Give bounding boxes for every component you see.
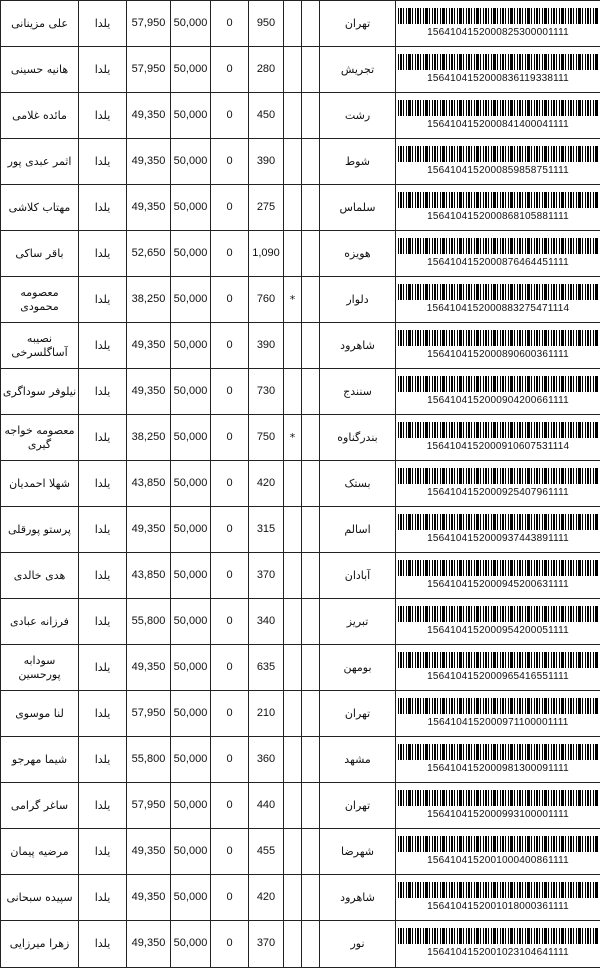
- amount-value: 49,350: [127, 921, 171, 968]
- recipient-name: سودابه پورحسین: [1, 645, 79, 691]
- table-row: [1, 139, 600, 185]
- table-body: [1, 1, 600, 968]
- city-name: مشهد: [320, 737, 396, 783]
- table-row: [1, 323, 600, 369]
- flag-mark: [284, 737, 302, 783]
- amount-value: 55,800: [127, 599, 171, 645]
- quantity-value: 440: [249, 783, 284, 829]
- quantity-value: 275: [249, 185, 284, 231]
- barcode-image: [398, 928, 598, 944]
- empty-cell: [302, 231, 320, 277]
- barcode-number: 1564104152000841400041111: [427, 118, 569, 130]
- barcode-image: [398, 514, 598, 530]
- campaign-type: یلدا: [79, 553, 127, 599]
- empty-cell: [302, 783, 320, 829]
- barcode-cell: [396, 645, 600, 691]
- empty-cell: [302, 553, 320, 599]
- amount-value: 38,250: [127, 277, 171, 323]
- table-row: [1, 461, 600, 507]
- base-value: 50,000: [171, 875, 211, 921]
- base-value: 50,000: [171, 737, 211, 783]
- base-value: 50,000: [171, 599, 211, 645]
- campaign-type: یلدا: [79, 47, 127, 93]
- barcode-image: [398, 422, 598, 438]
- amount-value: 49,350: [127, 369, 171, 415]
- quantity-value: 760: [249, 277, 284, 323]
- barcode-cell: [396, 139, 600, 185]
- flag-mark: *: [284, 277, 302, 323]
- recipient-name: سپیده سبحانی: [1, 875, 79, 921]
- base-value: 50,000: [171, 277, 211, 323]
- barcode-image: [398, 238, 598, 254]
- amount-value: 57,950: [127, 783, 171, 829]
- barcode-number: 1564104152000883275471114: [426, 302, 570, 314]
- barcode-cell: [396, 783, 600, 829]
- flag-mark: [284, 93, 302, 139]
- barcode-cell: [396, 461, 600, 507]
- city-name: دلوار: [320, 277, 396, 323]
- campaign-type: یلدا: [79, 599, 127, 645]
- city-name: بستک: [320, 461, 396, 507]
- table-row: [1, 645, 600, 691]
- barcode-number: 1564104152000954200051111: [427, 624, 569, 636]
- flag-mark: [284, 369, 302, 415]
- campaign-type: یلدا: [79, 1, 127, 47]
- barcode-number: 1564104152000859858751111: [427, 164, 569, 176]
- amount-value: 49,350: [127, 93, 171, 139]
- barcode-cell: [396, 553, 600, 599]
- zero-value: 0: [211, 277, 249, 323]
- barcode-image: [398, 606, 598, 622]
- empty-cell: [302, 415, 320, 461]
- barcode-image: [398, 882, 598, 898]
- barcode-cell: [396, 231, 600, 277]
- campaign-type: یلدا: [79, 645, 127, 691]
- base-value: 50,000: [171, 323, 211, 369]
- barcode-cell: [396, 323, 600, 369]
- barcode-number: 1564104152000925407961111: [427, 486, 569, 498]
- quantity-value: 370: [249, 553, 284, 599]
- barcode-cell: [396, 829, 600, 875]
- quantity-value: 390: [249, 139, 284, 185]
- city-name: آبادان: [320, 553, 396, 599]
- table-row: [1, 691, 600, 737]
- recipient-name: مهتاب کلاشی: [1, 185, 79, 231]
- base-value: 50,000: [171, 921, 211, 968]
- zero-value: 0: [211, 737, 249, 783]
- barcode-image: [398, 836, 598, 852]
- city-name: بومهن: [320, 645, 396, 691]
- amount-value: 49,350: [127, 323, 171, 369]
- flag-mark: [284, 875, 302, 921]
- zero-value: 0: [211, 323, 249, 369]
- barcode-number: 1564104152000945200631111: [427, 578, 569, 590]
- barcode-number: 1564104152000971100001111: [427, 716, 569, 728]
- base-value: 50,000: [171, 1, 211, 47]
- barcode-cell: [396, 1, 600, 47]
- recipient-name: علی مزینانی: [1, 1, 79, 47]
- barcode-number: 1564104152001000400861111: [427, 854, 569, 866]
- amount-value: 49,350: [127, 829, 171, 875]
- empty-cell: [302, 461, 320, 507]
- recipient-name: فرزانه عبادی: [1, 599, 79, 645]
- quantity-value: 1,090: [249, 231, 284, 277]
- barcode-image: [398, 468, 598, 484]
- quantity-value: 635: [249, 645, 284, 691]
- city-name: بندرگناوه: [320, 415, 396, 461]
- base-value: 50,000: [171, 415, 211, 461]
- flag-mark: [284, 1, 302, 47]
- city-name: شهرضا: [320, 829, 396, 875]
- barcode-image: [398, 560, 598, 576]
- barcode-number: 1564104152000825300001111: [427, 26, 569, 38]
- table-row: [1, 47, 600, 93]
- base-value: 50,000: [171, 185, 211, 231]
- campaign-type: یلدا: [79, 461, 127, 507]
- amount-value: 49,350: [127, 645, 171, 691]
- flag-mark: [284, 691, 302, 737]
- campaign-type: یلدا: [79, 783, 127, 829]
- barcode-image: [398, 698, 598, 714]
- recipient-name: معصومه محمودی: [1, 277, 79, 323]
- barcode-number: 1564104152000910607531114: [426, 440, 570, 452]
- zero-value: 0: [211, 599, 249, 645]
- barcode-number: 1564104152001023104641111: [427, 947, 569, 959]
- barcode-image: [398, 744, 598, 760]
- amount-value: 38,250: [127, 415, 171, 461]
- flag-mark: [284, 507, 302, 553]
- flag-mark: *: [284, 415, 302, 461]
- recipient-name: هدی خالدی: [1, 553, 79, 599]
- campaign-type: یلدا: [79, 231, 127, 277]
- base-value: 50,000: [171, 507, 211, 553]
- amount-value: 57,950: [127, 47, 171, 93]
- recipient-name: معصومه خواجه گیری: [1, 415, 79, 461]
- table-row: [1, 783, 600, 829]
- quantity-value: 450: [249, 93, 284, 139]
- barcode-number: 1564104152000904200661111: [427, 394, 569, 406]
- recipient-name: مائده غلامی: [1, 93, 79, 139]
- barcode-image: [398, 8, 598, 24]
- quantity-value: 390: [249, 323, 284, 369]
- barcode-cell: [396, 93, 600, 139]
- flag-mark: [284, 829, 302, 875]
- amount-value: 57,950: [127, 691, 171, 737]
- zero-value: 0: [211, 93, 249, 139]
- empty-cell: [302, 829, 320, 875]
- table-row: [1, 829, 600, 875]
- zero-value: 0: [211, 691, 249, 737]
- campaign-type: یلدا: [79, 737, 127, 783]
- city-name: تهران: [320, 1, 396, 47]
- barcode-cell: [396, 921, 600, 968]
- campaign-type: یلدا: [79, 507, 127, 553]
- amount-value: 52,650: [127, 231, 171, 277]
- flag-mark: [284, 783, 302, 829]
- barcode-image: [398, 100, 598, 116]
- barcode-number: 1564104152000993100001111: [427, 808, 569, 820]
- recipient-name: پرستو پورقلی: [1, 507, 79, 553]
- table-row: [1, 369, 600, 415]
- base-value: 50,000: [171, 783, 211, 829]
- table-row: [1, 93, 600, 139]
- quantity-value: 370: [249, 921, 284, 968]
- quantity-value: 280: [249, 47, 284, 93]
- city-name: هویزه: [320, 231, 396, 277]
- flag-mark: [284, 47, 302, 93]
- zero-value: 0: [211, 645, 249, 691]
- amount-value: 49,350: [127, 185, 171, 231]
- flag-mark: [284, 139, 302, 185]
- barcode-cell: [396, 185, 600, 231]
- zero-value: 0: [211, 47, 249, 93]
- barcode-cell: [396, 599, 600, 645]
- city-name: شاهرود: [320, 323, 396, 369]
- empty-cell: [302, 507, 320, 553]
- amount-value: 43,850: [127, 461, 171, 507]
- empty-cell: [302, 875, 320, 921]
- base-value: 50,000: [171, 553, 211, 599]
- zero-value: 0: [211, 921, 249, 968]
- barcode-number: 1564104152000981300091111: [427, 762, 569, 774]
- campaign-type: یلدا: [79, 185, 127, 231]
- campaign-type: یلدا: [79, 93, 127, 139]
- barcode-cell: [396, 691, 600, 737]
- quantity-value: 360: [249, 737, 284, 783]
- empty-cell: [302, 139, 320, 185]
- zero-value: 0: [211, 369, 249, 415]
- empty-cell: [302, 1, 320, 47]
- empty-cell: [302, 277, 320, 323]
- barcode-cell: [396, 277, 600, 323]
- table-row: [1, 277, 600, 323]
- city-name: نور: [320, 921, 396, 968]
- amount-value: 55,800: [127, 737, 171, 783]
- quantity-value: 210: [249, 691, 284, 737]
- zero-value: 0: [211, 461, 249, 507]
- quantity-value: 420: [249, 461, 284, 507]
- city-name: شاهرود: [320, 875, 396, 921]
- table-row: [1, 599, 600, 645]
- flag-mark: [284, 645, 302, 691]
- quantity-value: 950: [249, 1, 284, 47]
- barcode-image: [398, 192, 598, 208]
- barcode-number: 1564104152000937443891111: [427, 532, 569, 544]
- table-row: [1, 553, 600, 599]
- quantity-value: 730: [249, 369, 284, 415]
- zero-value: 0: [211, 783, 249, 829]
- amount-value: 49,350: [127, 875, 171, 921]
- city-name: تهران: [320, 783, 396, 829]
- barcode-image: [398, 376, 598, 392]
- flag-mark: [284, 921, 302, 968]
- barcode-image: [398, 146, 598, 162]
- zero-value: 0: [211, 829, 249, 875]
- campaign-type: یلدا: [79, 829, 127, 875]
- base-value: 50,000: [171, 369, 211, 415]
- quantity-value: 315: [249, 507, 284, 553]
- base-value: 50,000: [171, 93, 211, 139]
- amount-value: 49,350: [127, 139, 171, 185]
- zero-value: 0: [211, 415, 249, 461]
- zero-value: 0: [211, 507, 249, 553]
- quantity-value: 750: [249, 415, 284, 461]
- amount-value: 49,350: [127, 507, 171, 553]
- amount-value: 43,850: [127, 553, 171, 599]
- base-value: 50,000: [171, 231, 211, 277]
- campaign-type: یلدا: [79, 323, 127, 369]
- barcode-number: 1564104152000836119338111: [427, 72, 569, 84]
- city-name: تبریز: [320, 599, 396, 645]
- recipient-name: ساغر گرامی: [1, 783, 79, 829]
- barcode-cell: [396, 507, 600, 553]
- barcode-number: 1564104152000890600361111: [427, 348, 569, 360]
- campaign-type: یلدا: [79, 921, 127, 968]
- zero-value: 0: [211, 553, 249, 599]
- base-value: 50,000: [171, 139, 211, 185]
- empty-cell: [302, 185, 320, 231]
- zero-value: 0: [211, 231, 249, 277]
- empty-cell: [302, 369, 320, 415]
- recipient-name: مرضیه پیمان: [1, 829, 79, 875]
- table-row: [1, 875, 600, 921]
- flag-mark: [284, 599, 302, 645]
- empty-cell: [302, 599, 320, 645]
- barcode-image: [398, 330, 598, 346]
- recipient-name: زهرا میرزایی: [1, 921, 79, 968]
- table-row: [1, 231, 600, 277]
- table-row: [1, 507, 600, 553]
- zero-value: 0: [211, 139, 249, 185]
- barcode-cell: [396, 47, 600, 93]
- empty-cell: [302, 691, 320, 737]
- quantity-value: 340: [249, 599, 284, 645]
- barcode-cell: [396, 737, 600, 783]
- barcode-image: [398, 54, 598, 70]
- campaign-type: یلدا: [79, 369, 127, 415]
- barcode-cell: [396, 369, 600, 415]
- recipient-name: شیما مهرجو: [1, 737, 79, 783]
- campaign-type: یلدا: [79, 691, 127, 737]
- barcode-cell: [396, 415, 600, 461]
- city-name: سنندج: [320, 369, 396, 415]
- zero-value: 0: [211, 1, 249, 47]
- city-name: شوط: [320, 139, 396, 185]
- recipient-name: اثمر عبدی پور: [1, 139, 79, 185]
- recipient-name: شهلا احمدیان: [1, 461, 79, 507]
- campaign-type: یلدا: [79, 139, 127, 185]
- campaign-type: یلدا: [79, 415, 127, 461]
- empty-cell: [302, 737, 320, 783]
- empty-cell: [302, 921, 320, 968]
- flag-mark: [284, 185, 302, 231]
- empty-cell: [302, 47, 320, 93]
- flag-mark: [284, 553, 302, 599]
- recipient-name: لنا موسوی: [1, 691, 79, 737]
- base-value: 50,000: [171, 47, 211, 93]
- city-name: سلماس: [320, 185, 396, 231]
- barcode-number: 1564104152000965416551111: [427, 670, 569, 682]
- empty-cell: [302, 323, 320, 369]
- recipient-name: باقر ساکی: [1, 231, 79, 277]
- city-name: رشت: [320, 93, 396, 139]
- barcode-number: 1564104152001018000361111: [427, 900, 569, 912]
- recipient-name: هانیه حسینی: [1, 47, 79, 93]
- base-value: 50,000: [171, 461, 211, 507]
- barcode-image: [398, 790, 598, 806]
- barcode-image: [398, 284, 598, 300]
- barcode-image: [398, 652, 598, 668]
- barcode-number: 1564104152000868105881111: [427, 210, 569, 222]
- table-row: [1, 921, 600, 968]
- city-name: اسالم: [320, 507, 396, 553]
- barcode-number: 1564104152000876464451111: [427, 256, 569, 268]
- flag-mark: [284, 323, 302, 369]
- flag-mark: [284, 231, 302, 277]
- campaign-type: یلدا: [79, 277, 127, 323]
- base-value: 50,000: [171, 691, 211, 737]
- base-value: 50,000: [171, 645, 211, 691]
- recipient-name: نصیبه آساگلسرخی: [1, 323, 79, 369]
- city-name: تهران: [320, 691, 396, 737]
- empty-cell: [302, 93, 320, 139]
- zero-value: 0: [211, 875, 249, 921]
- flag-mark: [284, 461, 302, 507]
- barcode-cell: [396, 875, 600, 921]
- campaign-type: یلدا: [79, 875, 127, 921]
- quantity-value: 455: [249, 829, 284, 875]
- city-name: تجریش: [320, 47, 396, 93]
- quantity-value: 420: [249, 875, 284, 921]
- amount-value: 57,950: [127, 1, 171, 47]
- table-row: [1, 185, 600, 231]
- base-value: 50,000: [171, 829, 211, 875]
- table-row: [1, 1, 600, 47]
- table-row: [1, 415, 600, 461]
- empty-cell: [302, 645, 320, 691]
- table-row: [1, 737, 600, 783]
- recipient-name: نیلوفر سوداگری: [1, 369, 79, 415]
- zero-value: 0: [211, 185, 249, 231]
